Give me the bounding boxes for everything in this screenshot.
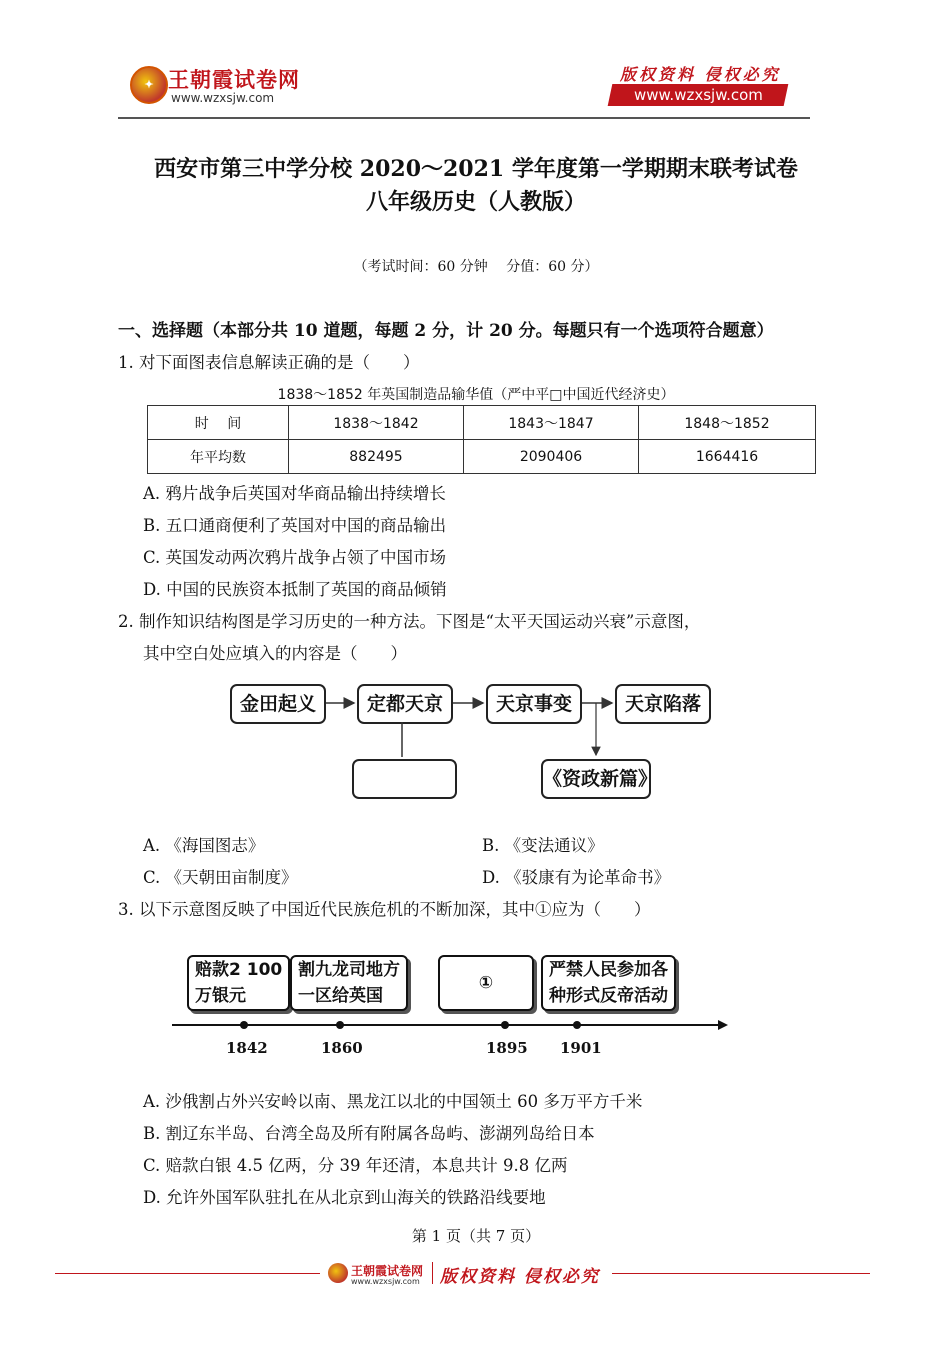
timeline-dot: [240, 1021, 248, 1029]
q3-option-c[interactable]: C. 赔款白银 4.5 亿两，分 39 年还清，本息共计 9.8 亿两: [143, 1156, 568, 1175]
copyright-notice: 版权资料 侵权必究: [620, 65, 781, 84]
timeline-text: 种形式反帝活动: [549, 986, 668, 1006]
table-caption: 1838～1852 年英国制造品输华值（严中平□中国近代经济史）: [277, 387, 675, 403]
timeline-text: 一区给英国: [298, 986, 383, 1006]
node-jintian-uprising: 金田起义: [230, 684, 326, 724]
footer-divider-right: [612, 1273, 870, 1274]
timeline-text: 赔款2 100: [195, 960, 283, 980]
question-3-stem: 3. 以下示意图反映了中国近代民族危机的不断加深，其中①应为（ ）: [118, 900, 651, 919]
timeline-axis: [0, 1010, 952, 1040]
q1-option-b[interactable]: B. 五口通商便利了英国对中国的商品输出: [143, 516, 447, 535]
node-tianjing-fall: 天京陷落: [615, 684, 711, 724]
timeline-year: 1842: [226, 1039, 268, 1057]
timeline-box-1860: [290, 955, 408, 1011]
timeline-box-1842: [187, 955, 290, 1011]
page-number: 第 1 页（共 7 页）: [411, 1227, 541, 1245]
timeline-dot: [336, 1021, 344, 1029]
q3-option-a[interactable]: A. 沙俄割占外兴安岭以南、黑龙江以北的中国领土 60 多万平方千米: [143, 1092, 643, 1111]
table-cell: 1848～1852: [639, 406, 816, 440]
url-banner-text: www.wzxsjw.com: [633, 86, 763, 104]
timeline-dot: [501, 1021, 509, 1029]
footer-emblem-icon: [328, 1263, 348, 1283]
table-cell: 1664416: [639, 440, 816, 474]
footer-copyright: 版权资料 侵权必究: [440, 1267, 600, 1287]
table-cell: 2090406: [464, 440, 639, 474]
timeline-dot: [573, 1021, 581, 1029]
footer-divider-left: [55, 1273, 320, 1274]
table-cell: 1843～1847: [464, 406, 639, 440]
q2-option-d[interactable]: D. 《驳康有为论革命书》: [482, 868, 671, 887]
q2-option-a[interactable]: A. 《海国图志》: [143, 836, 265, 855]
q1-option-c[interactable]: C. 英国发动两次鸦片战争占领了中国市场: [143, 548, 447, 567]
q3-option-b[interactable]: B. 割辽东半岛、台湾全岛及所有附属各岛屿、澎湖列岛给日本: [143, 1124, 595, 1143]
section-title: 一、选择题（本部分共 10 道题，每题 2 分，计 20 分。每题只有一个选项符合题意）: [118, 321, 774, 341]
table-cell: 1838～1842: [289, 406, 464, 440]
timeline-box-blank: ①: [438, 955, 534, 1011]
q1-option-d[interactable]: D. 中国的民族资本抵制了英国的商品倾销: [143, 580, 447, 599]
timeline-text: 万银元: [195, 986, 246, 1006]
logo-title: 王朝霞试卷网: [168, 68, 300, 92]
timeline-year: 1860: [321, 1039, 363, 1057]
question-2-stem-cont: 其中空白处应填入的内容是（ ）: [143, 644, 407, 663]
footer-brand: 王朝霞试卷网: [351, 1264, 424, 1278]
table-cell: 882495: [289, 440, 464, 474]
q2-option-b[interactable]: B. 《变法通议》: [482, 836, 604, 855]
timeline-text: 割九龙司地方: [298, 960, 400, 980]
node-tianjing-incident: 天京事变: [486, 684, 582, 724]
question-2-stem: 2. 制作知识结构图是学习历史的一种方法。下图是“太平天国运动兴衰”示意图，: [118, 612, 701, 631]
exam-subtitle: 八年级历史（人教版）: [365, 189, 586, 215]
node-capital-tianjing: 定都天京: [357, 684, 453, 724]
footer-url: www.wzxsjw.com: [351, 1277, 420, 1286]
question-1-stem: 1. 对下面图表信息解读正确的是（ ）: [118, 353, 420, 372]
logo-emblem-icon: ✦: [130, 66, 168, 104]
exam-info: （考试时间：60 分钟 分值：60 分）: [353, 259, 599, 275]
timeline-year: 1901: [560, 1039, 602, 1057]
node-zizheng-xinpian: 《资政新篇》: [541, 759, 651, 799]
q3-option-d[interactable]: D. 允许外国军队驻扎在从北京到山海关的铁路沿线要地: [143, 1188, 546, 1207]
timeline-year: 1895: [486, 1039, 528, 1057]
table-cell: 时 间: [148, 406, 289, 440]
exam-title: 西安市第三中学分校 2020～2021 学年度第一学期期末联考试卷: [154, 156, 798, 182]
logo-url: www.wzxsjw.com: [171, 91, 275, 105]
timeline-text: 严禁人民参加各: [549, 960, 668, 980]
footer-separator: [432, 1262, 433, 1284]
table-cell: 年平均数: [148, 440, 289, 474]
q1-option-a[interactable]: A. 鸦片战争后英国对华商品输出持续增长: [143, 484, 446, 503]
q2-option-c[interactable]: C. 《天朝田亩制度》: [143, 868, 298, 887]
timeline-box-1901: [541, 955, 676, 1011]
